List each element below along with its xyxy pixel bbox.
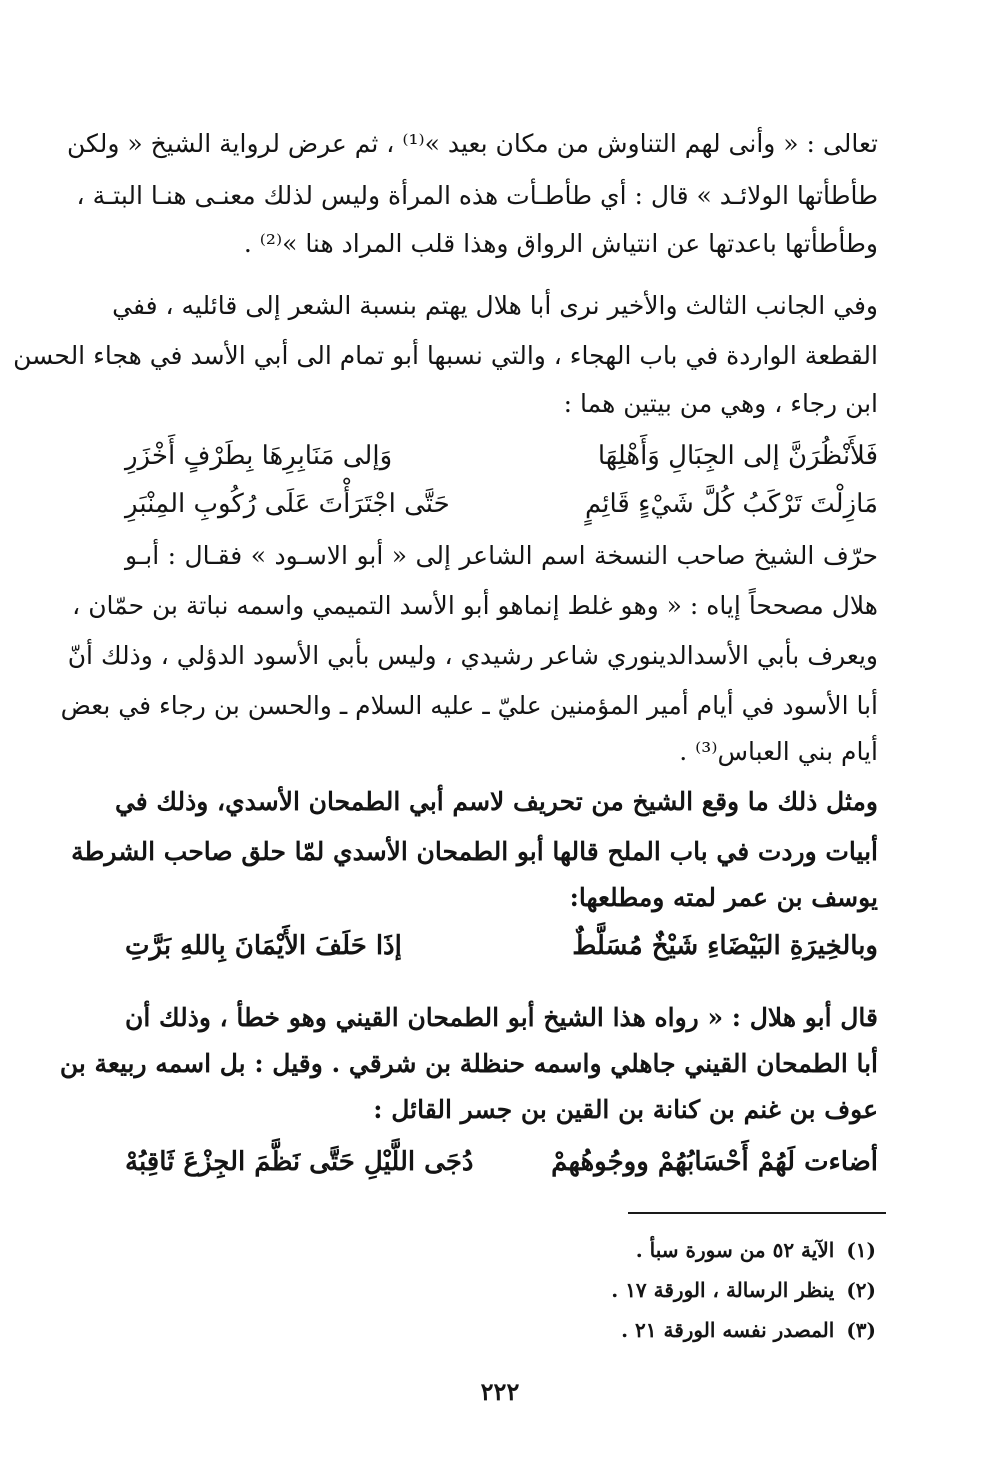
text-line: أبا الأسود في أيام أمير المؤمنين عليّ ـ عليه السلام ـ والحسن بن رجاء في بعض [60, 691, 878, 720]
footnote-text: الآية ٥٢ من سورة سبأ . [635, 1238, 835, 1262]
verse-second-hemistich: دُجَى اللَّيْلِ حَتَّى نَظَّمَ الجِزْعَ ثَاقِبُهْ [125, 1147, 474, 1177]
footnote-divider [628, 1212, 886, 1214]
text-line: أبيات وردت في باب الملح قالها أبو الطمحان الأسدي لمّا حلق صاحب الشرطة [71, 837, 878, 866]
footnote-number: (١) [846, 1238, 876, 1262]
text-line: القطعة الواردة في باب الهجاء ، والتي نسبها أبو تمام الى أبي الأسد في هجاء الحسن [13, 341, 878, 370]
verse-second-hemistich: حَتَّى اجْتَرَأْتَ عَلَى رُكُوبِ المِنْبَرِ [125, 489, 450, 519]
text-line: ومثل ذلك ما وقع الشيخ من تحريف لاسم أبي الطمحان الأسدي، وذلك في [114, 787, 878, 816]
text-line: عوف بن غنم بن كنانة بن القين بن جسر القائل : [373, 1095, 878, 1124]
footnote [456, 1316, 876, 1348]
verse-first-hemistich: وبالخِيرَةِ البَيْضَاءِ شَيْخٌ مُسَلَّطٌ [572, 931, 878, 961]
poem-verse [125, 436, 878, 478]
text-line: حرّف الشيخ صاحب النسخة اسم الشاعر إلى « أبو الاسـود » فقـال : أبـو [125, 541, 878, 570]
verse-first-hemistich: مَازِلْتَ تَرْكَبُ كُلَّ شَيْءٍ قَائِمٍ [584, 489, 878, 519]
text-line: أيام بني العباس⁽³⁾ . [679, 737, 878, 766]
text-line: يوسف بن عمر لمته ومطلعها: [569, 883, 878, 912]
poem-verse [125, 484, 878, 526]
verse-first-hemistich: أضاءت لَهُمْ أَحْسَابُهُمْ ووجُوهُهمْ [551, 1147, 878, 1177]
footnote-number: (٣) [846, 1318, 876, 1342]
verse-second-hemistich: وَإلى مَنَابِرِهَا بِطَرْفٍ أَخْزَرِ [125, 441, 393, 471]
footnote-text: المصدر نفسه الورقة ٢١ . [621, 1318, 835, 1342]
text-line: وفي الجانب الثالث والأخير نرى أبا هلال يهتم بنسبة الشعر إلى قائليه ، ففي [112, 291, 878, 320]
text-line: تعالى : « وأنى لهم التناوش من مكان بعيد »⁽¹⁾ ، ثم عرض لرواية الشيخ « ولكن [66, 129, 878, 158]
text-line: أبا الطمحان القيني جاهلي واسمه حنظلة بن شرقي . وقيل : بل اسمه ربيعة بن [59, 1049, 878, 1078]
footnote [456, 1236, 876, 1268]
text-line: هلال مصححاً إياه : « وهو غلط إنماهو أبو الأسد التميمي واسمه نباتة بن حمّان ، [72, 591, 878, 620]
text-line: قال أبو هلال : « رواه هذا الشيخ أبو الطمحان القيني وهو خطأ ، وذلك أن [125, 1003, 878, 1032]
page-number: ٢٢٢ [480, 1377, 520, 1406]
text-line: طأطأتها الولائـد » قال : أي طأطـأت هذه المرأة وليس لذلك معنـى هنـا البتـة ، [76, 181, 878, 210]
footnote-text: ينظر الرسالة ، الورقة ١٧ . [611, 1278, 835, 1302]
text-line: ابن رجاء ، وهي من بيتين هما : [563, 389, 878, 418]
poem-verse [125, 926, 878, 968]
verse-first-hemistich: فَلأَنْظُرَنَّ إلى الجِبَالِ وَأَهْلِهَا [597, 441, 878, 471]
poem-verse [125, 1142, 878, 1184]
verse-second-hemistich: إذَا حَلَفَ الأَيْمَانَ بِاللهِ بَرَّتِ [125, 931, 402, 961]
footnote-number: (٢) [846, 1278, 876, 1302]
text-line: وطأطأتها باعدتها عن انتياش الرواق وهذا قلب المراد هنا »⁽²⁾ . [243, 229, 878, 258]
text-line: ويعرف بأبي الأسدالدينوري شاعر رشيدي ، وليس بأبي الأسود الدؤلي ، وذلك أنّ [67, 641, 878, 670]
footnote [456, 1276, 876, 1308]
